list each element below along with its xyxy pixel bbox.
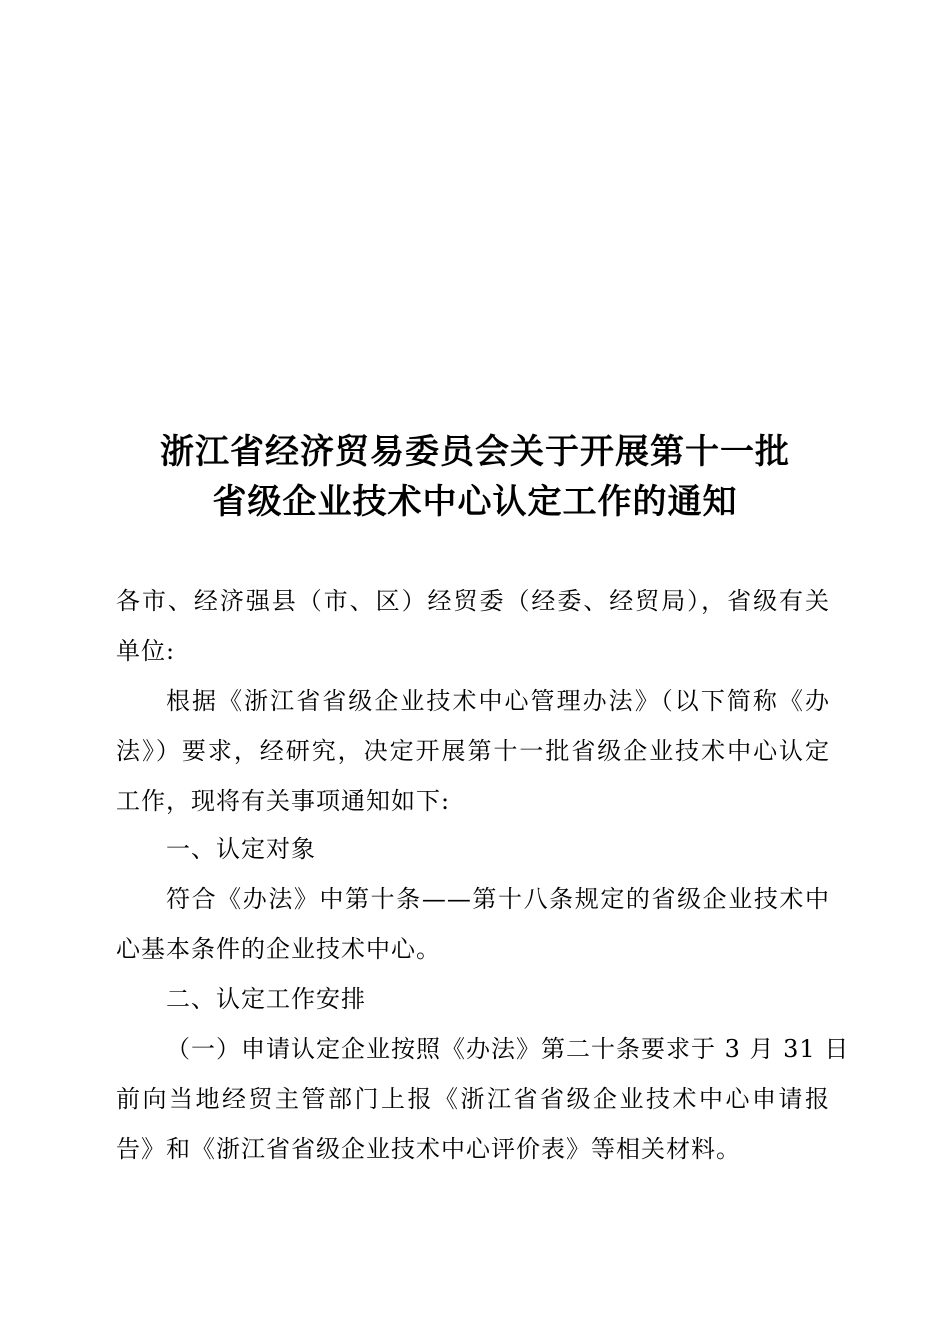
body-paragraph-3-line-3: 告》和《浙江省省级企业技术中心评价表》等相关材料。	[116, 1135, 741, 1163]
body-paragraph-2-line-1: 符合《办法》中第十条——第十八条规定的省级企业技术中	[166, 885, 830, 913]
body-paragraph-1-line-1: 根据《浙江省省级企业技术中心管理办法》（以下简称《办	[166, 687, 830, 715]
section-heading-2: 二、认定工作安排	[166, 985, 366, 1013]
section-heading-1: 一、认定对象	[166, 835, 316, 863]
body-paragraph-2-line-2: 心基本条件的企业技术中心。	[116, 935, 441, 963]
body-paragraph-1-line-2: 法》）要求，经研究，决定开展第十一批省级企业技术中心认定	[116, 737, 830, 765]
document-title-line-1: 浙江省经济贸易委员会关于开展第十一批	[160, 432, 790, 472]
salutation-line-2: 单位:	[116, 637, 176, 665]
document-title-line-2: 省级企业技术中心认定工作的通知	[212, 482, 738, 522]
salutation-line-1: 各市、经济强县（市、区）经贸委（经委、经贸局），省级有关	[116, 587, 830, 615]
body-paragraph-1-line-3: 工作，现将有关事项通知如下:	[116, 787, 451, 815]
body-paragraph-3-line-2: 前向当地经贸主管部门上报《浙江省省级企业技术中心申请报	[116, 1085, 830, 1113]
body-paragraph-3-line-1: （一）申请认定企业按照《办法》第二十条要求于 3 月 31 日	[166, 1035, 850, 1063]
